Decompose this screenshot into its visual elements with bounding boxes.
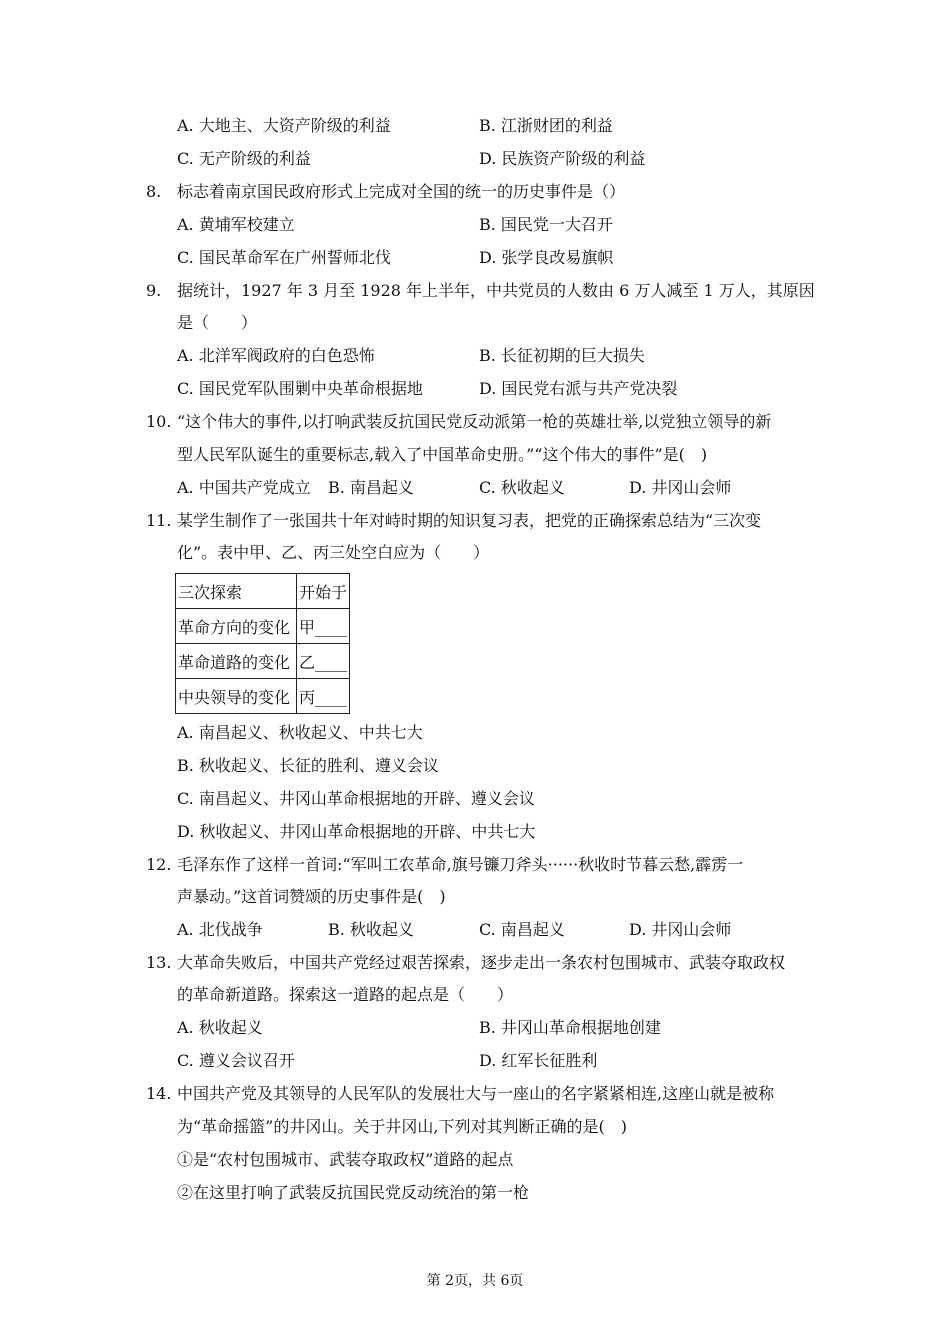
q9-stem-line2: 是（ ） — [177, 313, 258, 332]
q13-stem-line2: 的革命新道路。探索这一道路的起点是（ ） — [177, 985, 514, 1004]
table-row — [176, 609, 350, 644]
q12-number: 12. — [146, 855, 172, 874]
q13-stem-line1: 大革命失败后，中国共产党经过艰苦探索，逐步走出一条农村包围城市、武装夺取政权 — [177, 953, 786, 972]
q7-option-b: B. 江浙财团的利益 — [479, 116, 613, 135]
q14-stem-line1: 中国共产党及其领导的人民军队的发展壮大与一座山的名字紧紧相连,这座山就是被称 — [177, 1084, 775, 1103]
q8-option-c: C. 国民革命军在广州誓师北伐 — [177, 248, 391, 267]
q11-table-header — [176, 574, 350, 609]
q13-option-a: A. 秋收起义 — [177, 1018, 263, 1037]
q10-option-b: B. 南昌起义 — [328, 478, 414, 497]
table-cell: 甲____ — [297, 609, 350, 644]
table-cell: 丙____ — [297, 679, 350, 714]
q12-stem-line1: 毛泽东作了这样一首词:“军叫工农革命,旗号镰刀斧头······秋收时节暮云愁,霹雳一 — [177, 855, 744, 874]
q7-option-c: C. 无产阶级的利益 — [177, 149, 311, 168]
q12-option-d: D. 井冈山会师 — [629, 920, 732, 939]
q7-option-a: A. 大地主、大资产阶级的利益 — [177, 116, 391, 135]
q7-option-d: D. 民族资产阶级的利益 — [479, 149, 646, 168]
q10-stem-line1: “这个伟大的事件,以打响武装反抗国民党反动派第一枪的英雄壮举,以党独立领导的新 — [177, 412, 772, 431]
table-row — [176, 679, 350, 714]
q8-number: 8. — [146, 182, 162, 201]
q13-number: 13. — [146, 953, 172, 972]
q12-stem-line2: 声暴动。”这首词赞颂的历史事件是( ) — [177, 887, 446, 906]
q11-option-b: B. 秋收起义、长征的胜利、遵义会议 — [177, 756, 439, 775]
q9-option-c: C. 国民党军队围剿中央革命根据地 — [177, 379, 423, 398]
q9-option-b: B. 长征初期的巨大损失 — [479, 346, 645, 365]
q12-option-c: C. 南昌起义 — [479, 920, 565, 939]
q10-option-d: D. 井冈山会师 — [629, 478, 732, 497]
q14-number: 14. — [146, 1084, 172, 1103]
q11-option-d: D. 秋收起义、井冈山革命根据地的开辟、中共七大 — [177, 822, 536, 841]
table-row — [176, 644, 350, 679]
q8-option-d: D. 张学良改易旗帜 — [479, 248, 614, 267]
q8-option-b: B. 国民党一大召开 — [479, 215, 613, 234]
table-cell: 乙____ — [297, 644, 350, 679]
q11-table — [175, 573, 350, 714]
q11-option-a: A. 南昌起义、秋收起义、中共七大 — [177, 723, 423, 742]
q11-stem-line2: 化”。表中甲、乙、丙三处空白应为（ ） — [177, 543, 490, 562]
q10-option-a: A. 中国共产党成立 — [177, 478, 311, 497]
q14-statement-2: ②在这里打响了武装反抗国民党反动统治的第一枪 — [177, 1183, 530, 1202]
q11-table-header-cell: 开始于 — [297, 574, 350, 609]
q8-stem: 标志着南京国民政府形式上完成对全国的统一的历史事件是（） — [177, 182, 626, 201]
q13-option-c: C. 遵义会议召开 — [177, 1051, 295, 1070]
q11-stem-line1: 某学生制作了一张国共十年对峙时期的知识复习表，把党的正确探索总结为“三次变 — [177, 511, 762, 530]
q8-option-a: A. 黄埔军校建立 — [177, 215, 295, 234]
q13-option-b: B. 井冈山革命根据地创建 — [479, 1018, 661, 1037]
table-cell: 中央领导的变化 — [176, 679, 297, 714]
table-cell: 革命方向的变化 — [176, 609, 297, 644]
page-footer: 第 2页，共 6页 — [426, 1273, 524, 1289]
q13-option-d: D. 红军长征胜利 — [479, 1051, 598, 1070]
q9-option-d: D. 国民党右派与共产党决裂 — [479, 379, 678, 398]
q9-option-a: A. 北洋军阀政府的白色恐怖 — [177, 346, 375, 365]
q10-stem-line2: 型人民军队诞生的重要标志,载入了中国革命史册。”“这个伟大的事件”是( ) — [177, 445, 708, 464]
q14-statement-1: ①是“农村包围城市、武装夺取政权”道路的起点 — [177, 1150, 514, 1169]
q9-stem-line1: 据统计，1927 年 3 月至 1928 年上半年，中共党员的人数由 6 万人减至 1 万人，其原因 — [177, 281, 815, 300]
q12-option-a: A. 北伐战争 — [177, 920, 263, 939]
q11-table-header-cell: 三次探索 — [176, 574, 297, 609]
q9-number: 9. — [146, 281, 162, 300]
q11-option-c: C. 南昌起义、井冈山革命根据地的开辟、遵义会议 — [177, 789, 535, 808]
q12-option-b: B. 秋收起义 — [328, 920, 414, 939]
q10-number: 10. — [146, 412, 172, 431]
table-cell: 革命道路的变化 — [176, 644, 297, 679]
q14-stem-line2: 为“革命摇篮”的井冈山。关于井冈山,下列对其判断正确的是( ) — [177, 1117, 627, 1136]
q10-option-c: C. 秋收起义 — [479, 478, 565, 497]
q11-number: 11. — [146, 511, 172, 530]
